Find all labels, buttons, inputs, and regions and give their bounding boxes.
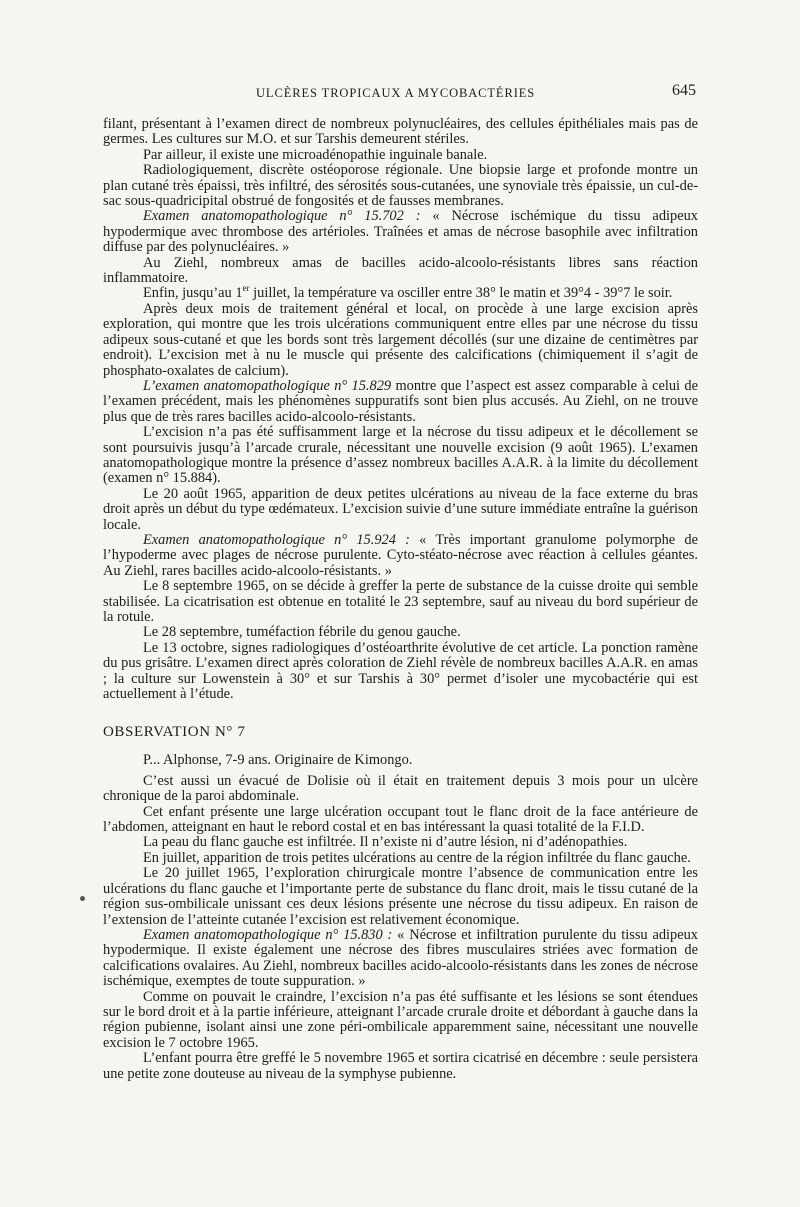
paragraph: [103, 117, 698, 148]
paragraph: [103, 533, 698, 579]
text-run: Comme on pouvait le craindre, l’excision n’a pas été suffisante et les lésions se sont étendues sur le bord droit et à la partie inférieure, atteignant l’arcade crurale droite et débordant à gauche dans la région pubienne, isolant ainsi une zone péri-ombilicale apparemment saine, nécessitant une nouvelle excision le 7 octobre 1965.: [103, 988, 698, 1051]
paragraph: [103, 379, 698, 425]
text-run: Enfin, jusqu’au 1: [143, 285, 243, 302]
italic-reference: Examen anatomopathologique n° 15.830 :: [143, 926, 393, 943]
text-run: Le 13 octobre, signes radiologiques d’ostéoarthrite évolutive de cet article. La ponction ramène du pus grisâtre. L’examen direct après coloration de Ziehl révèle de nombreux bacilles A.A.R. en amas ; la culture sur Lowenstein à 30° et sur Tarshis à 30° permet d’isoler une mycobactérie qui est actuellement à l’étude.: [103, 639, 698, 703]
running-title: ULCÈRES TROPICAUX A MYCOBACTÉRIES: [256, 86, 536, 100]
paragraph: [103, 774, 698, 805]
text-run: Après deux mois de traitement général et local, on procède à une large excision après exploration, qui montre que les trois ulcérations communiquent entre elles par une nécrose du tissu adipeux sous-cutané et que les bords sont très largement décollés (sur une dizaine de centimètres par endroit). L’excision met à nu le muscle qui présente des calcifications (chimiquement il s’agit de phosphato-oxalates de calcium).: [103, 300, 698, 379]
page-header: [0, 82, 800, 104]
paragraph: [103, 283, 698, 302]
observation-7-text: [103, 774, 698, 1082]
paragraph: [103, 487, 698, 533]
text-run: C’est aussi un évacué de Dolisie où il était en traitement depuis 3 mois pour un ulcère chronique de la paroi abdominale.: [103, 772, 698, 805]
text-run: « Très important granulome polymorphe de l’hypoderme avec plages de nécrose purulente. Cyto-stéato-nécrose avec réaction à cellules géantes. Au Ziehl, rares bacilles acido-alcoolo-résistants. »: [103, 531, 698, 579]
text-run: Au Ziehl, nombreux amas de bacilles acido-alcoolo-résistants libres sans réaction inflammatoire.: [103, 254, 698, 287]
section-heading: OBSERVATION N° 7: [103, 724, 246, 741]
paragraph: [103, 990, 698, 1052]
text-run: En juillet, apparition de trois petites ulcérations au centre de la région infiltrée du flanc gauche.: [143, 849, 691, 866]
text-run: filant, présentant à l’examen direct de nombreux polynucléaires, des cellules épithéliales mais pas de germes. Les cultures sur M.O. et sur Tarshis demeurent stériles.: [103, 116, 698, 148]
paragraph: [103, 209, 698, 255]
paragraph: [103, 928, 698, 990]
text-run: juillet, la température va osciller entre 38° le matin et 39°4 - 39°7 le soir.: [249, 285, 673, 302]
page-number: 645: [672, 82, 696, 99]
italic-reference: L’examen anatomopathologique n° 15.829: [143, 377, 392, 394]
text-run: La peau du flanc gauche est infiltrée. Il n’existe ni d’autre lésion, ni d’adénopathies.: [143, 834, 628, 851]
text-run: L’enfant pourra être greffé le 5 novembre 1965 et sortira cicatrisé en décembre : seule persistera une petite zone douteuse au niveau de la symphyse pubienne.: [103, 1050, 698, 1082]
text-run: Le 8 septembre 1965, on se décide à greffer la perte de substance de la cuisse droite qui semble stabilisée. La cicatrisation est obtenue en totalité le 23 septembre, sauf au niveau du bord supérieur de la rotule.: [103, 578, 698, 625]
body-text: [103, 117, 698, 1082]
paragraph: [103, 835, 698, 850]
paragraph: [103, 148, 698, 163]
text-run: Par ailleur, il existe une microadénopathie inguinale banale.: [143, 146, 488, 163]
text-run: Le 28 septembre, tuméfaction fébrile du genou gauche.: [143, 624, 461, 641]
text-run: Le 20 juillet 1965, l’exploration chirurgicale montre l’absence de communication entre les ulcérations du flanc gauche et l’importante perte de substance du flanc droit, mais le tissu cutané de la région sus-ombilicale unissant ces deux lésions présente une nécrose du tissu adipeux. En raison de l’extension de l’atteinte cutanée l’excision est relativement économique.: [103, 865, 698, 928]
patient-line: P... Alphonse, 7-9 ans. Originaire de Kimongo.: [143, 752, 413, 769]
text-run: L’excision n’a pas été suffisamment large et la nécrose du tissu adipeux et le décollement se sont poursuivis jusqu’à l’arcade crurale, nécessitant une nouvelle excision (9 août 1965). L’examen anatomopathologique montre la présence d’assez nombreux bacilles A.A.R. à la limite du décollement (examen n° 15.884).: [103, 424, 698, 487]
paragraph: [103, 866, 698, 928]
paragraph: [103, 256, 698, 287]
paragraph: [103, 805, 698, 836]
italic-reference: Examen anatomopathologique n° 15.702 :: [143, 208, 421, 225]
text-run: Radiologiquement, discrète ostéoporose régionale. Une biopsie large et profonde montre un plan cutané très épaissi, très infiltré, des sérosités sous-cutanées, une synoviale très épaissie, un cul-de-sac sous-quadricipital obstrué de fongosités et de fausses membranes.: [103, 162, 698, 210]
text-run: Le 20 août 1965, apparition de deux petites ulcérations au niveau de la face externe du bras droit après un début du type œdémateux. L’excision suivie d’une suture immédiate entraîne la guérison locale.: [103, 485, 698, 533]
paragraph: [103, 851, 698, 866]
text-run: « Nécrose ischémique du tissu adipeux hypodermique avec thrombose des artérioles. Traînées et amas de nécrose basophile avec infiltration diffuse par des polynucléaires. »: [103, 208, 698, 256]
superscript: er: [242, 283, 250, 294]
paragraph: [103, 425, 698, 487]
paragraph: [103, 1051, 698, 1082]
paragraph: [103, 579, 698, 625]
text-run: montre que l’aspect est assez comparable à celui de l’examen précédent, mais les phénomènes suppuratifs sont bien plus accusés. Au Ziehl, on ne trouve plus que de très rares bacilles acido-alcoolo-résistants.: [103, 377, 698, 425]
paragraph: [103, 163, 698, 209]
paragraph: [103, 641, 698, 703]
paragraph: [103, 302, 698, 379]
paragraph: [103, 625, 698, 640]
text-run: « Nécrose et infiltration purulente du tissu adipeux hypodermique. Il existe également une nécrose des fibres musculaires striées avec formation de calcifications ovalaires. Au Ziehl, nombreux bacilles acido-alcoolo-résistants dans les zones de nécrose ischémique, exemptes de toute suppuration. »: [103, 926, 699, 990]
case-continuation: [103, 117, 698, 702]
italic-reference: Examen anatomopathologique n° 15.924 :: [143, 531, 410, 548]
margin-mark: [80, 896, 85, 901]
text-run: Cet enfant présente une large ulcération occupant tout le flanc droit de la face antérieure de l’abdomen, atteignant en haut le rebord costal et en bas intéressant la quasi totalité de la F.I.D.: [103, 803, 698, 836]
